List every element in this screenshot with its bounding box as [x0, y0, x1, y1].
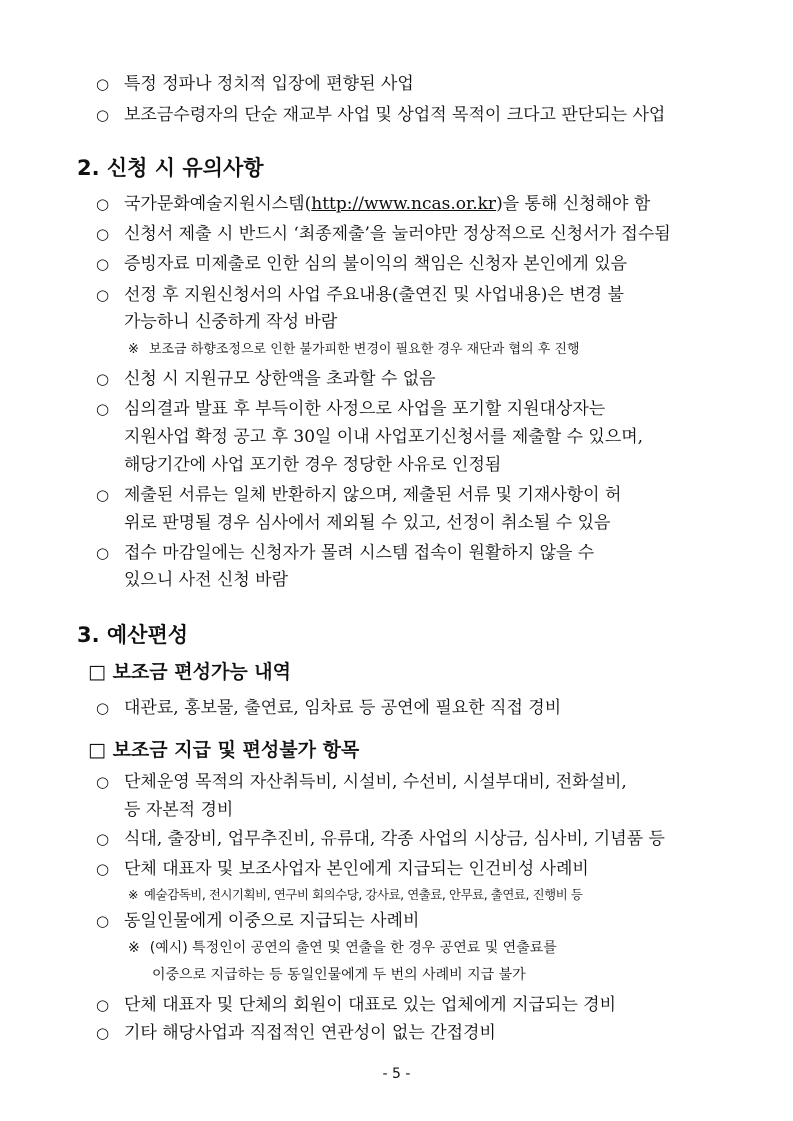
note-mark: ※	[128, 342, 139, 357]
section-heading: 2. 신청 시 유의사항	[77, 156, 264, 180]
note-text: (예시) 특정인이 공연의 출연 및 연출을 한 경우 공연료 및 연출료를	[149, 940, 557, 956]
list-item-text: 선정 후 지원신청서의 사업 주요내용(출연진 및 사업내용)은 변경 불	[124, 285, 624, 305]
subsection-heading	[88, 737, 359, 763]
list-item-text: 제출된 서류는 일체 반환하지 않으며, 제출된 서류 및 기재사항이 허	[124, 485, 622, 505]
bullet: ○	[96, 486, 110, 504]
bullet: ○	[96, 830, 110, 848]
bullet: ○	[96, 106, 110, 124]
list-item-text: 증빙자료 미제출로 인한 심의 불이익의 책임은 신청자 본인에게 있음	[124, 254, 628, 274]
list-item-text: 대관료, 홍보물, 출연료, 임차료 등 공연에 필요한 직접 경비	[124, 698, 562, 718]
note-text: 보조금 하향조정으로 인한 불가피한 변경이 필요한 경우 재단과 협의 후 진행	[148, 342, 580, 357]
list-item-text: 보조금수령자의 단순 재교부 사업 및 상업적 목적이 크다고 판단되는 사업	[124, 105, 666, 125]
list-item-text: 해당기간에 사업 포기한 경우 정당한 사유로 인정됨	[124, 455, 502, 475]
note-mark: ※	[128, 940, 140, 956]
box-mark: □	[88, 661, 106, 683]
list-item-text: 접수 마감일에는 신청자가 몰려 시스템 접속이 원활하지 않을 수	[124, 543, 595, 563]
section-heading: 3. 예산편성	[77, 623, 189, 647]
note-continuation	[152, 965, 526, 985]
list-item-text: 신청서 제출 시 반드시 ‘최종제출’을 눌러야만 정상적으로 신청서가 접수됨	[124, 224, 671, 244]
subsection-title: 보조금 지급 및 편성불가 항목	[112, 739, 360, 761]
list-item-text: 단체 대표자 및 단체의 회원이 대표로 있는 업체에게 지급되는 경비	[124, 995, 617, 1015]
bullet: ○	[96, 996, 110, 1014]
list-item-text: 신청 시 지원규모 상한액을 초과할 수 없음	[124, 369, 436, 389]
list-item-text: 가능하니 신중하게 작성 바람	[124, 312, 338, 332]
bullet: ○	[96, 544, 110, 562]
list-item-text	[124, 192, 650, 216]
note	[128, 885, 582, 905]
note	[128, 938, 557, 958]
bullet: ○	[96, 225, 110, 243]
list-item-text: 특정 정파나 정치적 입장에 편향된 사업	[124, 74, 414, 94]
bullet: ○	[96, 195, 110, 213]
ncas-link[interactable]: http://www.ncas.or.kr	[311, 194, 497, 214]
bullet: ○	[96, 860, 110, 878]
note-text: 예술감독비, 전시기획비, 연구비 회의수당, 강사료, 연출료, 안무료, 출연료, 진행비 등	[143, 887, 583, 902]
list-item-text: 심의결과 발표 후 부득이한 사정으로 사업을 포기할 지원대상자는	[124, 399, 606, 419]
subsection-title: 보조금 편성가능 내역	[112, 661, 291, 683]
list-item-text: 동일인물에게 이중으로 지급되는 사례비	[124, 911, 420, 931]
bullet: ○	[96, 75, 110, 93]
bullet: ○	[96, 699, 110, 717]
list-item-text: 식대, 출장비, 업무추진비, 유류대, 각종 사업의 시상금, 심사비, 기념품 등	[124, 829, 665, 849]
note-mark: ※	[128, 887, 138, 902]
note	[128, 340, 580, 360]
subsection-heading	[88, 659, 291, 685]
list-item-text: 지원사업 확정 공고 후 30일 이내 사업포기신청서를 제출할 수 있으며,	[124, 427, 644, 447]
list-item-text: 기타 해당사업과 직접적인 연관성이 없는 간접경비	[124, 1023, 496, 1043]
bullet: ○	[96, 912, 110, 930]
page-number: - 5 -	[382, 1066, 411, 1082]
list-item-text-part: )을 통해 신청해야 함	[496, 194, 651, 214]
list-item-text: 위로 판명될 경우 심사에서 제외될 수 있고, 선정이 취소될 수 있음	[124, 513, 611, 533]
list-item-text: 있으니 사전 신청 바람	[124, 570, 289, 590]
bullet: ○	[96, 286, 110, 304]
bullet: ○	[96, 773, 110, 791]
bullet: ○	[96, 1024, 110, 1042]
note-text: 이중으로 지급하는 등 동일인물에게 두 번의 사례비 지급 불가	[152, 967, 526, 983]
box-mark: □	[88, 739, 106, 761]
list-item-text-part: 국가문화예술지원시스템(	[124, 194, 312, 214]
bullet: ○	[96, 255, 110, 273]
bullet: ○	[96, 370, 110, 388]
bullet: ○	[96, 400, 110, 418]
list-item-text: 단체 대표자 및 보조사업자 본인에게 지급되는 인건비성 사례비	[124, 859, 589, 879]
list-item-text: 단체운영 목적의 자산취득비, 시설비, 수선비, 시설부대비, 전화설비,	[124, 772, 627, 792]
list-item-text: 등 자본적 경비	[124, 800, 234, 820]
